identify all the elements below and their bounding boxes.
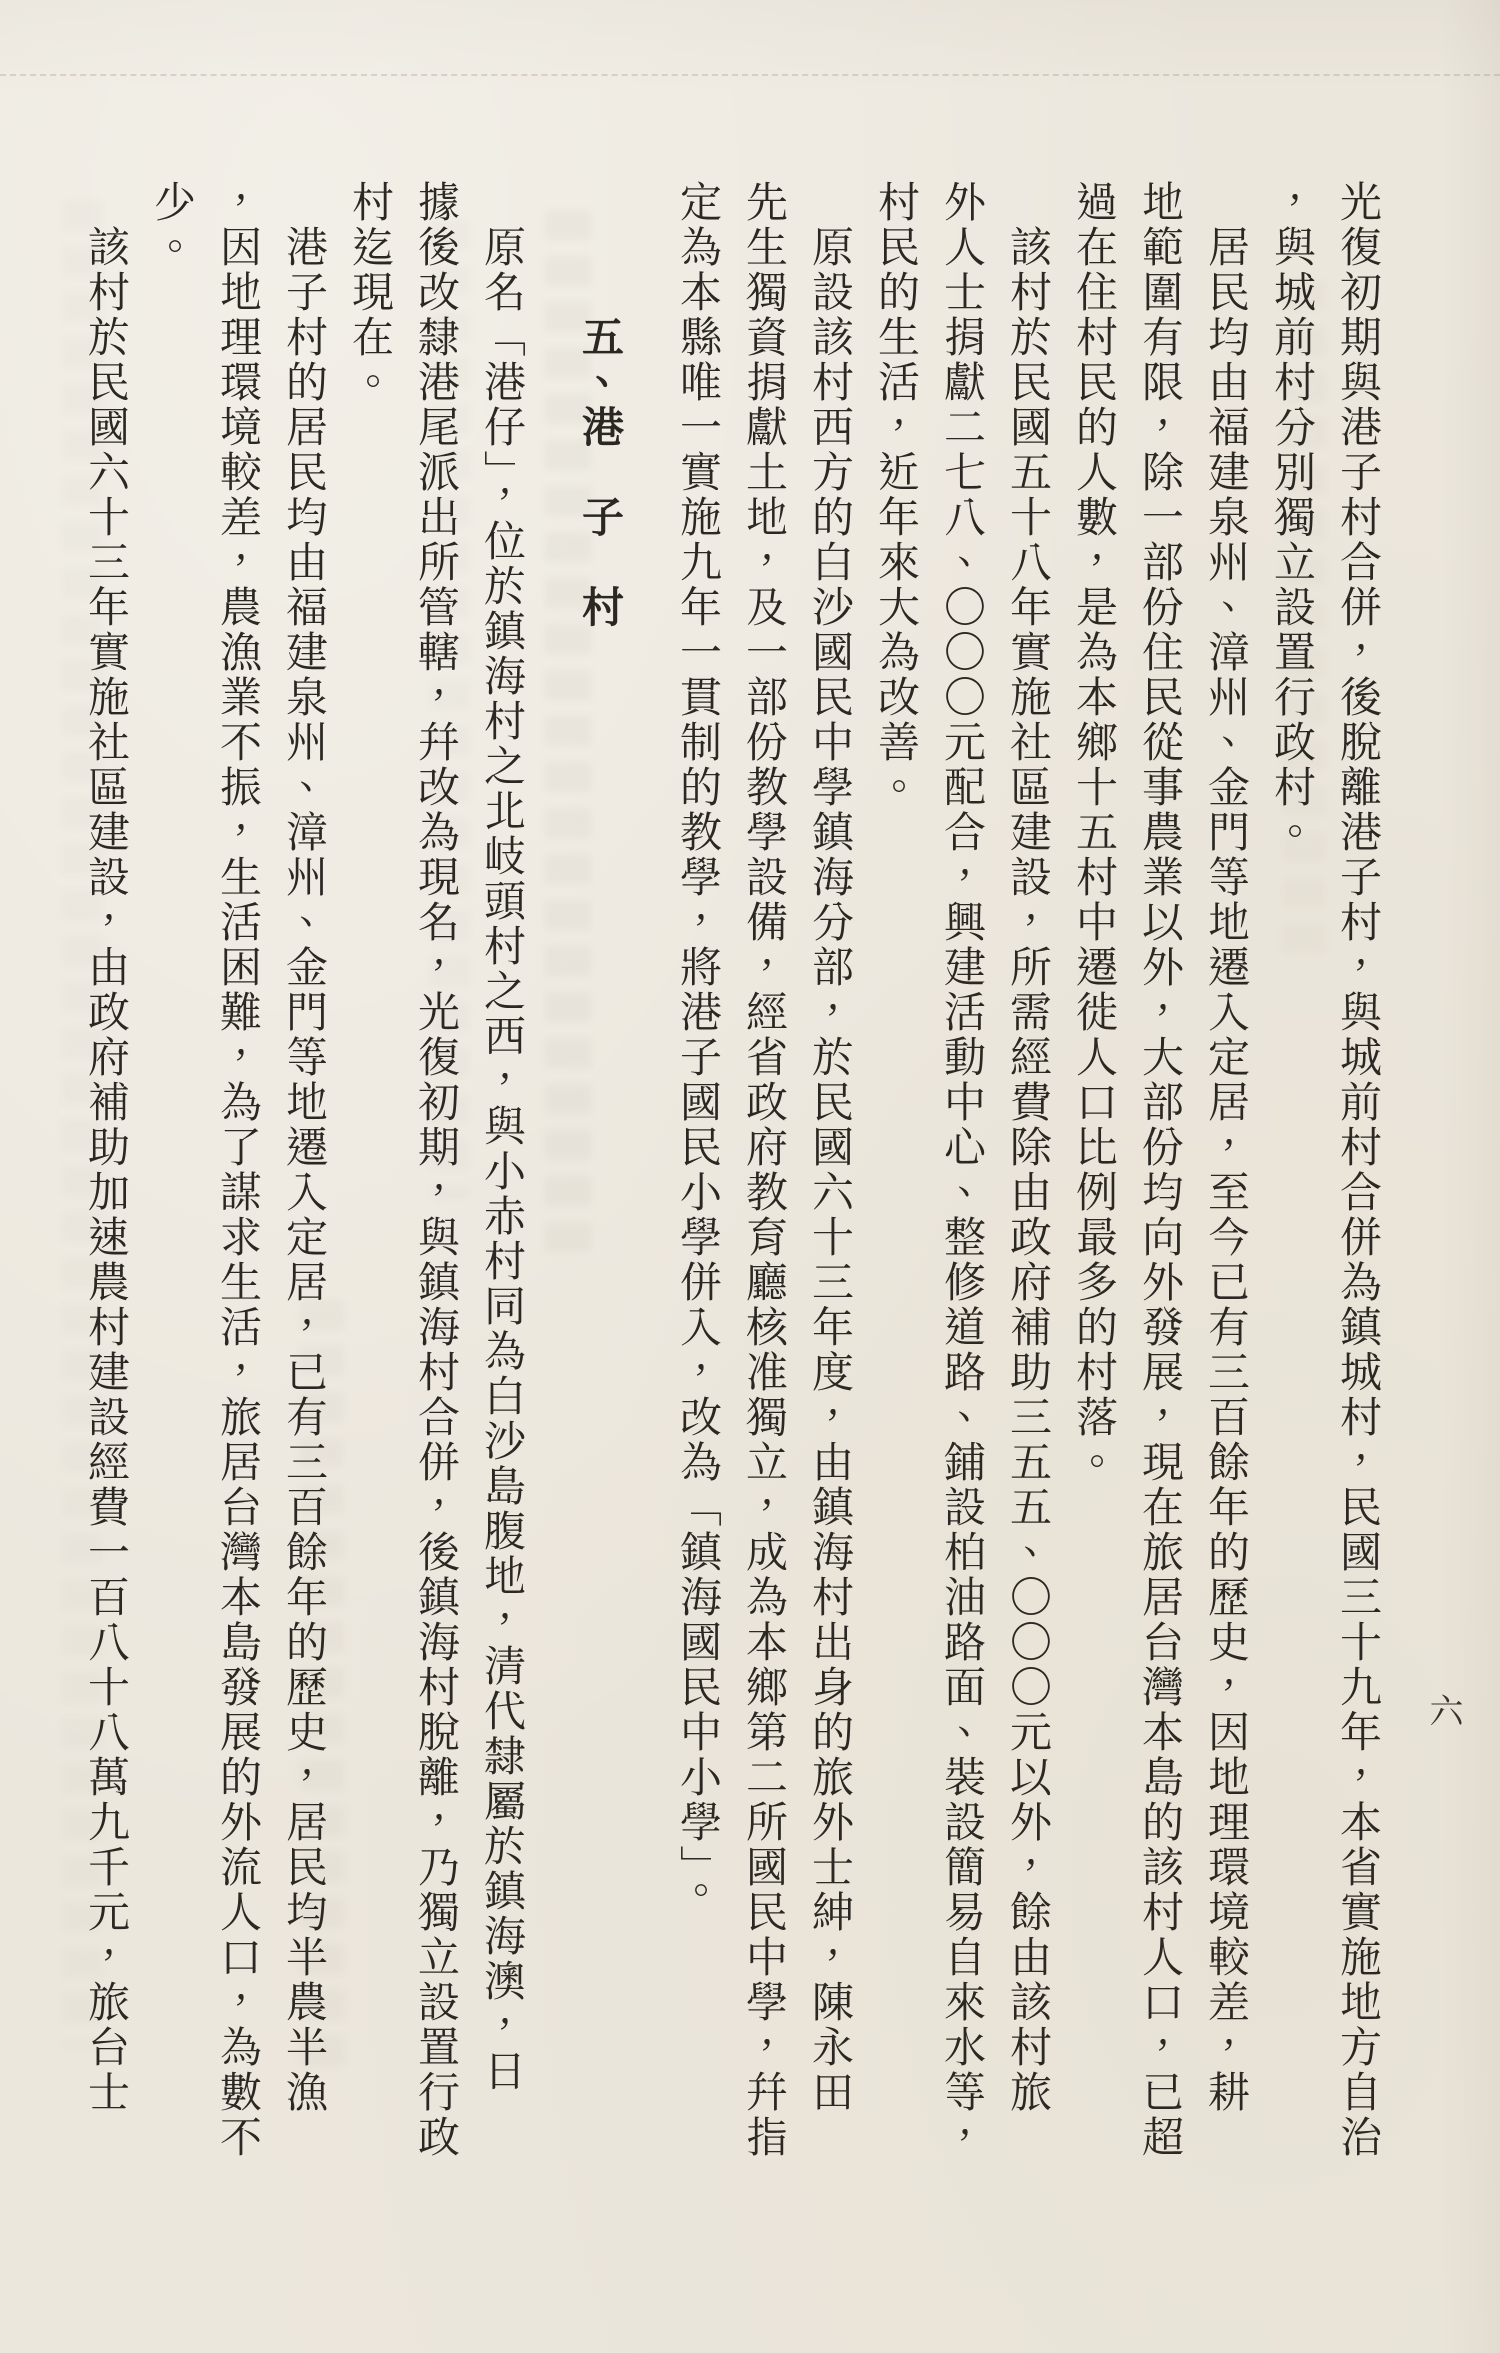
text-column: 村迄現在。 (346, 180, 395, 405)
text-column: 過在住村民的人數，是為本鄉十五村中遷徙人口比例最多的村落。 (1070, 180, 1119, 1485)
text-column: 先生獨資捐獻土地，及一部份教學設備，經省政府教育廳核准獨立，成為本鄉第二所國民中學，幷指 (740, 180, 789, 2160)
section-heading: 五、港 子 村 (576, 315, 625, 630)
text-column: 少。 (148, 180, 197, 270)
scan-artifact-dotted-line (0, 74, 1500, 76)
text-column: 原設該村西方的白沙國民中學鎮海分部，於民國六十三年度，由鎮海村出身的旅外士紳，陳永田 (806, 225, 855, 2115)
vertical-text-block (73, 180, 1391, 2162)
text-column: 地範圍有限，除一部份住民從事農業以外，大部份均向外發展，現在旅居台灣本島的該村人口，已超 (1136, 180, 1185, 2160)
text-column: ，因地理環境較差，農漁業不振，生活困難，為了謀求生活，旅居台灣本島發展的外流人口，為數不 (214, 180, 263, 2160)
text-column: 村民的生活，近年來大為改善。 (872, 180, 921, 810)
text-column: 外人士捐獻二七八、〇〇〇元配合，興建活動中心、整修道路、鋪設柏油路面、裝設簡易自來水等， (938, 180, 987, 2160)
page-number: 六 (1423, 1693, 1463, 1727)
text-column: 定為本縣唯一實施九年一貫制的教學，將港子國民小學併入，改為「鎮海國民中小學」。 (674, 180, 723, 1914)
text-column: 該村於民國五十八年實施社區建設，所需經費除由政府補助三五五、〇〇〇元以外，餘由該村旅 (1004, 225, 1053, 2115)
text-column: 據後改隸港尾派出所管轄，幷改為現名，光復初期，與鎮海村合併，後鎮海村脫離，乃獨立設置行政 (412, 180, 461, 2160)
text-column: 該村於民國六十三年實施社區建設，由政府補助加速農村建設經費一百八十八萬九千元，旅台士 (82, 225, 131, 2115)
text-column: ，與城前村分別獨立設置行政村。 (1268, 180, 1317, 855)
text-column: 原名「港仔」，位於鎮海村之北岐頭村之西，與小赤村同為白沙島腹地，清代隸屬於鎮海澳，日 (478, 225, 527, 2094)
text-column: 港子村的居民均由福建泉州、漳州、金門等地遷入定居，已有三百餘年的歷史，居民均半農半漁 (280, 225, 329, 2115)
text-column: 光復初期與港子村合併，後脫離港子村，與城前村合併為鎮城村，民國三十九年，本省實施地方自治 (1334, 180, 1383, 2160)
text-column: 居民均由福建泉州、漳州、金門等地遷入定居，至今已有三百餘年的歷史，因地理環境較差，耕 (1202, 225, 1251, 2115)
